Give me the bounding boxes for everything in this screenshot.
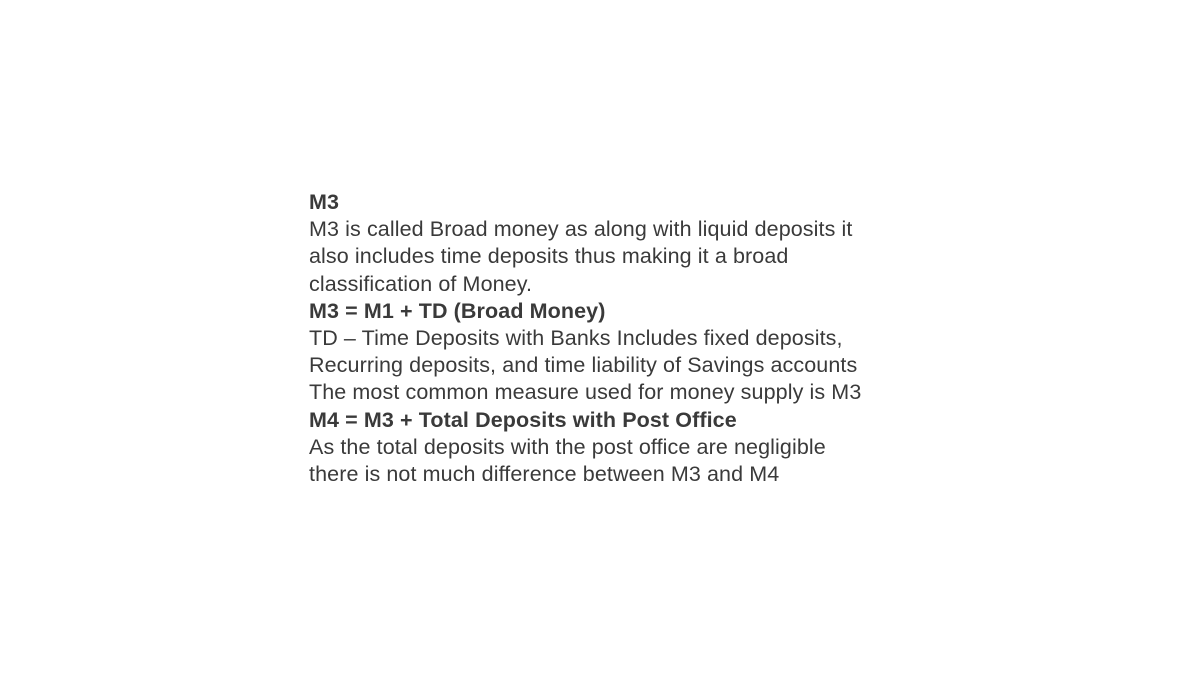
body-line: M3 is called Broad money as along with liquid deposits it bbox=[309, 217, 853, 242]
body-line: The most common measure used for money supply is M3 bbox=[309, 380, 862, 405]
heading-m3: M3 bbox=[309, 190, 340, 214]
body-line: classification of Money. bbox=[309, 271, 533, 296]
body-line: Recurring deposits, and time liability of Savings accounts bbox=[309, 353, 858, 378]
formula-m4: M4 = M3 + Total Deposits with Post Office bbox=[309, 407, 737, 432]
body-line: As the total deposits with the post office are negligible bbox=[309, 434, 826, 459]
body-line: TD – Time Deposits with Banks Includes fixed deposits, bbox=[309, 326, 843, 351]
body-line: there is not much difference between M3 and M4 bbox=[309, 462, 780, 487]
money-supply-text-block bbox=[309, 189, 909, 488]
body-line: also includes time deposits thus making it a broad bbox=[309, 244, 789, 269]
formula-m3: M3 = M1 + TD (Broad Money) bbox=[309, 298, 606, 323]
